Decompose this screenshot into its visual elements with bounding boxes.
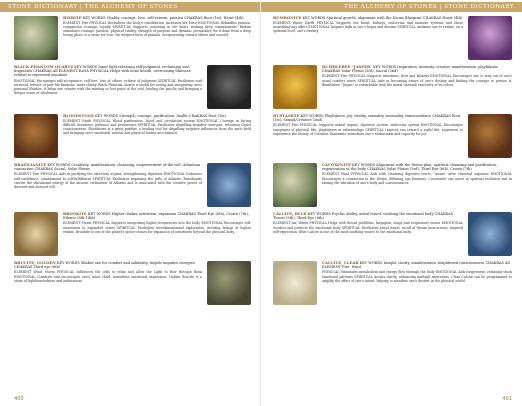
stone-entry: [14, 261, 251, 306]
stone-keywords: KEY WORDS Vitality, courage, love, self-esteem, passion CHAKRAS Root (1st), Heart (4th): [82, 16, 244, 20]
stone-name: BUMBLEBEE "JASPER": [322, 64, 373, 69]
stone-entry: [14, 114, 251, 159]
stone-entry: [273, 114, 512, 159]
stone-name: BROOKITE: [63, 211, 87, 216]
stone-entry: [14, 212, 251, 257]
running-header: STONE DICTIONARY | THE ALCHEMY OF STONES: [0, 2, 261, 12]
stone-name: BLACK PHANTOM QUARTZ: [14, 64, 74, 69]
stone-name: BIXBITE: [63, 15, 82, 20]
stone-name: BUSTAMITE: [273, 113, 300, 118]
stone-photo: [207, 65, 251, 109]
stone-description: EMOTIONAL Encourages self-acceptance, self-love, love of others, release of judgment SPIRITUAL Facilitates soul retrieval, release of past-life fixations, inner clarity. Black Phantom Quartz is useful for seeing and integrating one's personal Shadow. It helps one reunite with the missing or lost parts of the soul, healing the psyche and bringing a deeper sense of wholeness.: [14, 78, 202, 95]
stone-description: ELEMENT Storm PHYSICAL Supports integrating higher frequencies into the body EMOTIONAL Encourages self-awareness to expanded states SPIRITUAL Facilitates interdimensional exploration, meeting beings of higher realms. Brookite is one of the planet's power stones for expansion of awareness beyond the physical body.: [63, 221, 251, 234]
stone-name: BUMBONITE: [273, 15, 302, 20]
stone-entry: [14, 16, 251, 61]
stone-description: ELEMENT Water, Earth PHYSICAL Supports the heart, kidneys, endocrine and immune systems and those nourishing any affect EMOTIONAL Inspires faith in one's hopes and dreams SPIRITUAL Awakens one to realize, on a spiritual level, one's destiny.: [273, 21, 463, 34]
stone-entry: [14, 163, 251, 208]
stone-description: ELEMENT Fire PHYSICAL Supports intestines, liver and kidneys EMOTIONAL Encourages one to step out of one's usual comfort zones SPIRITUAL Aids in becoming aware of one's destiny and finding the courage to pursue it. Bumblebee "Jasper" is remarkable with the moral (mental) reactivity of its colors.: [322, 74, 512, 87]
stone-photo: [14, 212, 58, 256]
stone-description: ELEMENT Fire PHYSICAL Aids in purifying the excretory organs, strengthening digestion EMOTIONAL Enhances self-confidence, commitment to self-fulfillment SPIRITUAL Facilitates regaining the gifts of Atlantis. Brazilianite carries the vibrational energy of the ancient civilization of Atlantis and is associated with the creative power of directed and focused will.: [14, 172, 202, 189]
stone-description: ELEMENT Wind, Storm PHYSICAL Influences the cells to relax and allow the Light to flow through them EMOTIONAL Comforts and encourages one's inner child, stimulates emotional expression. Golden Brucite is a stone of lightheartedness and enthusiasm.: [14, 270, 202, 283]
stone-entry: [273, 65, 512, 110]
stone-description: ELEMENT Air, Water PHYSICAL Helps with throat problems, laryngitis, lungs and respiratory issues EMOTIONAL Soothes and protects the emotional body SPIRITUAL Facilitates astral travel, recall of dream instructions, inspired self-expression. Blue Calcite is one of the most soothing stones to the emotional body.: [273, 221, 463, 234]
stone-keywords: KEY WORDS Insight, clarity, manifestation, heightened consciousness CHAKRAS All ELEMENT Fire, Wind: [322, 261, 510, 270]
stone-entry: [273, 261, 512, 306]
stone-photo: [468, 212, 512, 256]
stone-name: CACOXENITE: [322, 162, 352, 167]
stone-description: ELEMENT Wind PHYSICAL Aids with cleansing digestive tracts, "aware" after chemical exposure EMOTIONAL Encourages a connection to the Divine, diffusing ego fixations. Cacoxenite can assist in spiritual evolution and in raising the vibration of one's body and consciousness.: [322, 172, 512, 185]
stone-photo: [207, 261, 251, 305]
page-number: 401: [502, 396, 512, 402]
stone-entry: [273, 16, 512, 61]
stone-description: ELEMENT Earth PHYSICAL Blood purification, blood and circulation system EMOTIONAL Courage in facing difficult situations, patience and persistence SPIRITUAL Facilitates dispelling negative energies, releasing Christ consciousness. Bloodstone is a great purifier, a healing tool for dispelling negative influences from the auric field and bringing one's emotional, mental and physical bodies into balance.: [63, 119, 251, 136]
stone-keywords: KEY WORDS Playfulness, joy, vitality, sexuality, sensuality, transcendence CHAKRAS Root (1st), Sexual/Creative (2nd): [273, 114, 461, 123]
stone-name: BRUCITE, GOLDEN: [14, 260, 56, 265]
stone-description: ELEMENT Fire PHYSICAL Supports sexual organs, digestive system, endocrine system EMOTIONAL Encourages enjoyment of physical life, playfulness in relationships SPIRITUAL Inspires one toward a joyful life, eagerness to experience the beauty of Creation. Bustamite stimulates one's enthusiasm and capacity for joy.: [273, 123, 463, 136]
stone-photo: [273, 163, 317, 207]
stone-description: PHYSICAL Stimulates metabolism and energy flow through the body EMOTIONAL Aids forgiveness, releasing stuck emotional patterns SPIRITUAL Assists clarity, enhancing multiple awareness. Clear Calcite can be programmed to amplify the effect of one's intent, helping to manifest one's desires in the physical world.: [322, 270, 512, 283]
stone-name: BLOODSTONE: [63, 113, 95, 118]
running-header: THE ALCHEMY OF STONES | STONE DICTIONARY: [261, 2, 522, 12]
stone-entry: [273, 212, 512, 257]
stone-keywords: KEY WORDS Inner light releasing self-judgment, reclaiming soul fragments CHAKRAS All ELEMENT Earth PHYSICAL Helps with bone health, overcoming illnesses related to repressed emotions: [14, 65, 191, 78]
stone-photo: [468, 16, 512, 60]
stone-description: ELEMENT Fire PHYSICAL Revitalizes the body's constitution, increases life force EMOTIONAL Rekindles passion, compassion courage, loyalty SPIRITUAL Supports centering in the heart, making deep commitments. Bixbite stimulates courage, passion, physical vitality, strength of purpose and dynamic personality. Be it done from a deep loving place, is a stone for love, the deepest form of passion, overpowering toward others and oneself.: [63, 21, 251, 38]
page-number: 400: [14, 396, 24, 402]
stone-keywords: KEY WORDS Creativity, manifestation, cleansing, empowerment of the will, Atlantean connection CHAKRAS Sacral, Solar Plexus: [14, 163, 201, 172]
stone-photo: [273, 65, 317, 109]
stone-photo: [14, 16, 58, 60]
stone-entry: [14, 65, 251, 110]
stone-photo: [14, 114, 58, 158]
stone-keywords: KEY WORDS Spiritual growth, alignment with the Divine Blueprint CHAKRAS Heart (4th): [302, 16, 463, 20]
stone-keywords: KEY WORDS Alignment with the Divine plan, spiritual cleansing and purification, regeneration of the body CHAKRAS Solar Plexus (3rd), Third Eye (6th), Crown (7th): [322, 163, 498, 172]
stone-keywords: KEY WORDS Inspiration, intensity, creative manifestation, playfulness CHAKRAS Solar Plexus (3rd), Sacral (2nd): [322, 65, 499, 74]
stone-name: CALCITE, BLUE: [273, 211, 307, 216]
stone-keywords: KEY WORDS Strength, courage, purification, health CHAKRAS Root (1st): [95, 114, 226, 118]
stone-keywords: KEY WORDS Psychic ability, astral travel, soothing the emotional body CHAKRAS Throat (5th), Third Eye (6th): [273, 212, 453, 221]
stone-entry: [273, 163, 512, 208]
stone-photo: [207, 163, 251, 207]
stone-photo: [273, 261, 317, 305]
stone-keywords: KEY WORDS Shakes one for comfort and solidarity, dispels negative energies CHAKRAS Third eye (6th): [14, 261, 195, 270]
right-page: [261, 0, 522, 406]
stone-keywords: KEY WORDS Higher chakra activation, expansion CHAKRAS Third Eye (6th), Crown (7th), Etheric (8th-14th): [63, 212, 249, 221]
stone-name: CALCITE, CLEAR: [322, 260, 359, 265]
stone-name: BRAZILIANITE: [14, 162, 47, 167]
stone-photo: [468, 114, 512, 158]
